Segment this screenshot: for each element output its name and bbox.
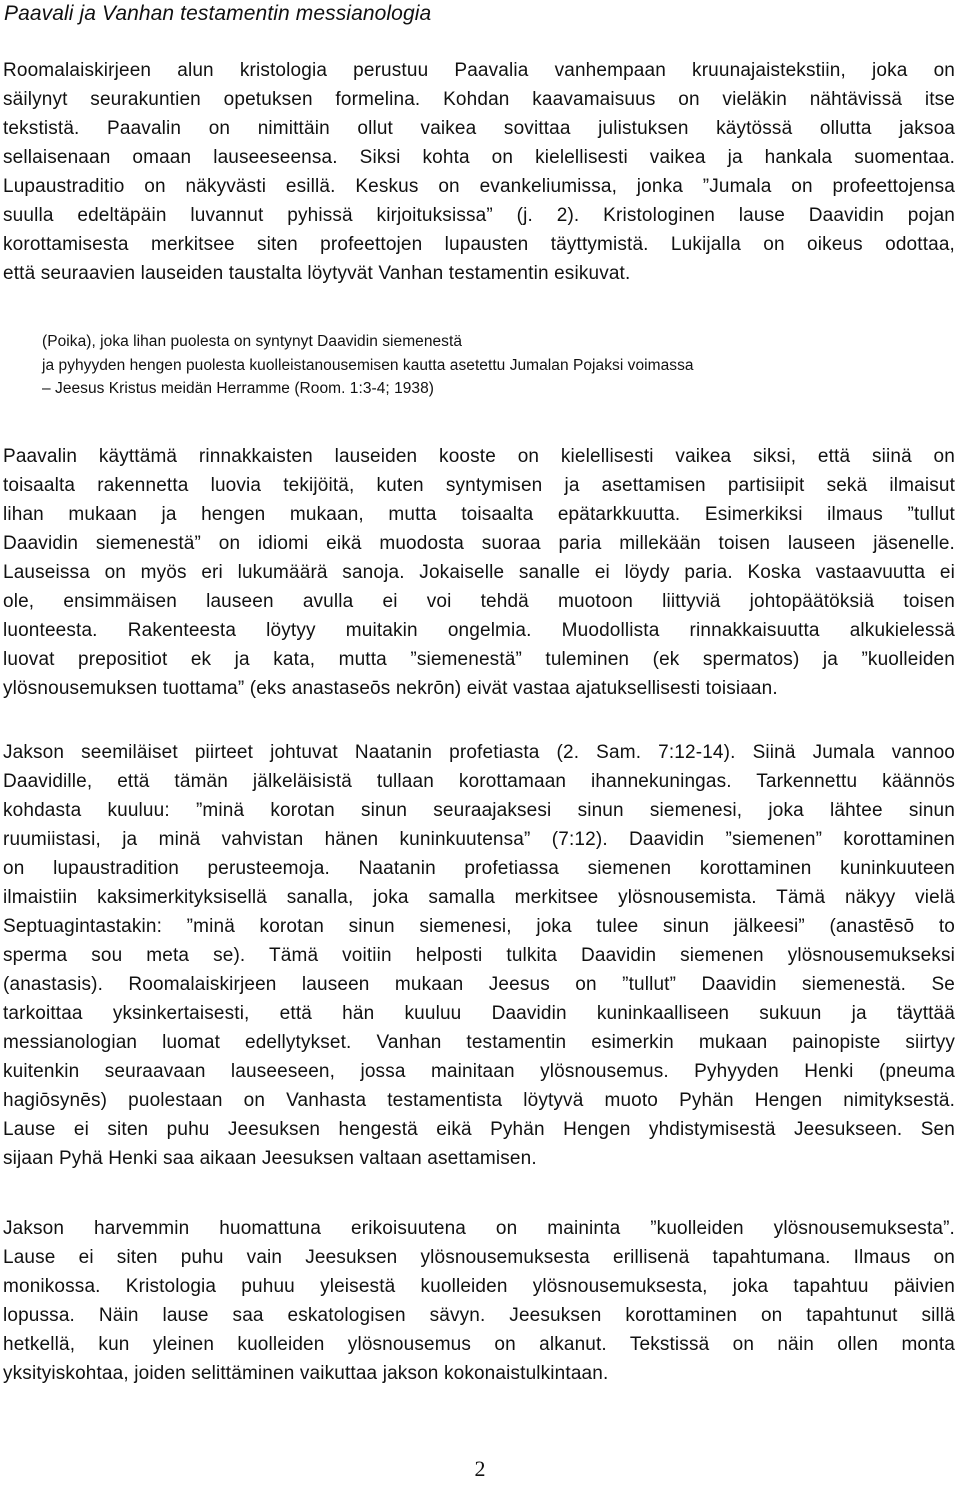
text-line: Daavidin siemenestä” on idiomi eikä muodosta suoraa paria millekään toisen lauseen jäsenelle. <box>3 533 955 554</box>
text-line: Roomalaiskirjeen alun kristologia perustuu Paavalia vanhempaan kruunajaistekstiin, joka on <box>3 60 955 81</box>
text-line: kuitenkin seuraavaan lauseeseen, jossa mainitaan ylösnousemus. Pyhyyden Henki (pneuma <box>3 1061 955 1082</box>
paragraph-eschatology <box>3 1214 955 1388</box>
text-line: tekstistä. Paavalin on nimittäin ollut vaikea sovittaa julistuksen käytössä ollutta jaksoa <box>3 118 955 139</box>
quote-line: ja pyhyyden hengen puolesta kuolleistanousemisen kautta asetettu Jumalan Pojaksi voimassa <box>42 356 694 374</box>
text-line: toisaalta rakennetta luovia tekijöitä, kuten syntymisen ja asettamisen partisiipit sekä ilmaisut <box>3 475 955 496</box>
scripture-quote <box>42 330 694 401</box>
text-line: Jakson seemiläiset piirteet johtuvat Naatanin profetiasta (2. Sam. 7:12-14). Siinä Jumala vannoo <box>3 742 955 763</box>
text-line: monikossa. Kristologia puhuu yleisestä kuolleiden ylösnousemuksesta, joka tapahtuu päivien <box>3 1276 955 1297</box>
text-line: korottamisesta merkitsee siten profeettojen lupausten täyttymistä. Lukijalla on oikeus odottaa, <box>3 234 955 255</box>
text-line: Septuagintastakin: ”minä korotan sinun siemenesi, joka tulee sinun jälkeesi” (anastēsō to <box>3 916 955 937</box>
quote-line: (Poika), joka lihan puolesta on syntynyt Daavidin siemenestä <box>42 333 463 350</box>
text-line: Lause ei siten puhu vain Jeesuksen ylösnousemuksesta erillisenä tapahtumana. Ilmaus on <box>3 1247 955 1268</box>
text-line: (anastasis). Roomalaiskirjeen lauseen mukaan Jeesus on ”tullut” Daavidin siemenestä. Se <box>3 974 955 995</box>
quote-line: – Jeesus Kristus meidän Herramme (Room. 1:3-4; 1938) <box>42 380 434 397</box>
text-line: ylösnousemuksen tuottama” (eks anastaseōs nekrōn) eivät vastaa ajatuksellisesti toisiaan. <box>3 678 778 699</box>
text-line: tarkoittaa yksinkertaisesti, että hän kuuluu Daavidin kuninkaalliseen sukuun ja täyttää <box>3 1003 955 1024</box>
text-line: luovat prepositiot ek ja kata, mutta ”siemenestä” tuleminen (ek spermatos) ja ”kuolleiden <box>3 649 955 670</box>
text-line: yksityiskohtaa, joiden selittäminen vaikuttaa jakson kokonaistulkintaan. <box>3 1363 609 1384</box>
text-line: säilynyt seurakuntien opetuksen formelina. Kohdan kaavamaisuus on vieläkin nähtävissä itse <box>3 89 955 110</box>
text-line: Paavalin käyttämä rinnakkaisten lauseiden kooste on kielellisesti vaikea siksi, että siinä on <box>3 446 955 467</box>
text-line: lopussa. Näin lause saa eskatologisen sävyn. Jeesuksen korottaminen on tapahtunut sillä <box>3 1305 955 1326</box>
text-line: sijaan Pyhä Henki saa aikaan Jeesuksen valtaan asettamisen. <box>3 1148 537 1169</box>
paragraph-analysis <box>3 442 955 703</box>
text-line: ilmaistiin kaksimerkityksisellä sanalla, joka samalla merkitsee ylösnousemista. Tämä näkyy vielä <box>3 887 955 908</box>
text-line: hetkellä, kun yleinen kuolleiden ylösnousemus on alkanut. Tekstissä on näin ollen monta <box>3 1334 955 1355</box>
text-line: että seuraavien lauseiden taustalta löytyvät Vanhan testamentin esikuvat. <box>3 263 631 284</box>
text-line: sperma sou meta se). Tämä voitiin helposti tulkita Daavidin siemenen ylösnousemukseksi <box>3 945 955 966</box>
text-line: Lauseissa on myös eri lukumäärä sanoja. Jokaiselle sanalle ei löydy paria. Koska vastaavuutta ei <box>3 562 955 583</box>
text-line: ole, ensimmäisen lauseen avulla ei voi tehdä muotoon liittyviä johtopäätöksiä toisen <box>3 591 955 612</box>
text-line: suulla edeltäpäin luvannut pyhissä kirjoituksissa” (j. 2). Kristologinen lause Daavidin pojan <box>3 205 955 226</box>
text-line: ruumiistasi, ja minä vahvistan hänen kuninkuutensa” (7:12). Daavidin ”siemenen” korottaminen <box>3 829 955 850</box>
paragraph-intro <box>3 56 955 288</box>
text-line: kohdasta kuuluu: ”minä korotan sinun seuraajaksesi sinun siemenesi, joka lähtee sinun <box>3 800 955 821</box>
paragraph-semitic-features <box>3 738 955 1173</box>
text-line: messianologian luomat edellytykset. Vanhan testamentin esimerkin mukaan painopiste siirtyy <box>3 1032 955 1053</box>
text-line: Jakson harvemmin huomattuna erikoisuutena on maininta ”kuolleiden ylösnousemuksesta”. <box>3 1218 955 1239</box>
text-line: hagiōsynēs) puolestaan on Vanhasta testamentista löytyvä muoto Pyhän Hengen nimityksestä. <box>3 1090 955 1111</box>
text-line: luonteesta. Rakenteesta löytyy muitakin ongelmia. Muodollista rinnakkaisuutta alkukielessä <box>3 620 955 641</box>
text-line: sellaisenaan omaan lauseeseensa. Siksi kohta on kielellisesti vaikea ja hankala suomentaa. <box>3 147 955 168</box>
text-line: on lupaustradition perusteemoja. Naatanin profetiassa siemenen korottaminen kuninkuuteen <box>3 858 955 879</box>
page-number: 2 <box>474 1456 486 1481</box>
text-line: lihan mukaan ja hengen mukaan, mutta toisaalta epätarkkuutta. Esimerkiksi ilmaus ”tullut <box>3 504 955 525</box>
text-line: Lupaustraditio on näkyvästi esillä. Keskus on evankeliumissa, jonka ”Jumala on profeettojensa <box>3 176 955 197</box>
running-header: Paavali ja Vanhan testamentin messianologia <box>4 2 432 25</box>
text-line: Lause ei siten puhu Jeesuksen hengestä eikä Pyhän Hengen yhdistymisestä Jeesukseen. Sen <box>3 1119 955 1140</box>
text-line: Daavidille, että tämän jälkeläisistä tullaan korottamaan ihannekuningas. Tarkennettu käännös <box>3 771 955 792</box>
